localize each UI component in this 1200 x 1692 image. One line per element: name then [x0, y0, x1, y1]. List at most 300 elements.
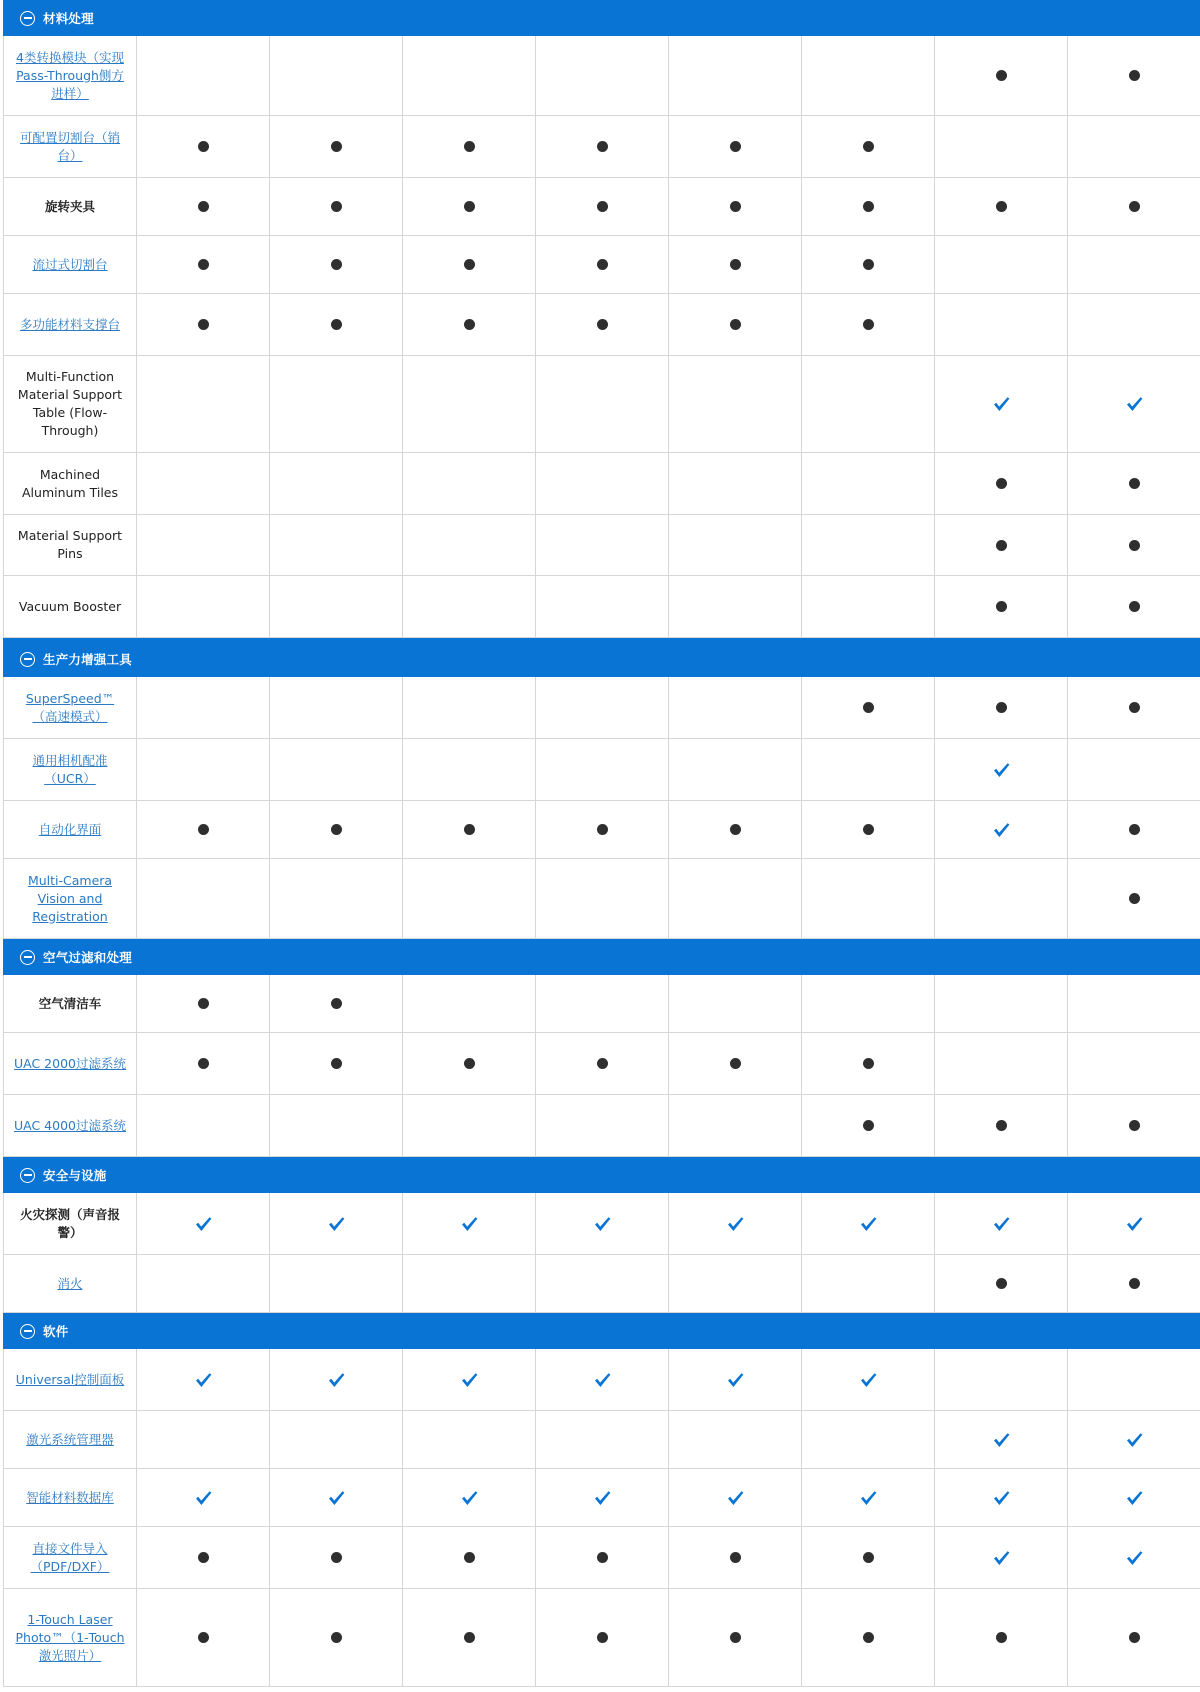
model-cell — [403, 356, 536, 452]
standard-dot-icon — [863, 1058, 874, 1069]
model-cell — [669, 1527, 802, 1588]
standard-dot-icon — [996, 702, 1007, 713]
standard-dot-icon — [464, 1058, 475, 1069]
standard-dot-icon — [597, 141, 608, 152]
table-row — [3, 975, 1200, 1033]
section-header[interactable] — [3, 1157, 1200, 1193]
model-cell — [403, 739, 536, 800]
model-cell — [1068, 515, 1200, 575]
table-row — [3, 1527, 1200, 1589]
checkmark-icon — [328, 1372, 345, 1388]
feature-link[interactable]: Universal控制面板 — [15, 1371, 125, 1387]
feature-label-cell — [4, 36, 137, 115]
model-cell — [1068, 677, 1200, 738]
standard-dot-icon — [198, 319, 209, 330]
checkmark-icon — [993, 762, 1010, 778]
model-cell — [935, 801, 1068, 858]
checkmark-icon — [195, 1216, 212, 1232]
model-cell — [935, 1033, 1068, 1094]
model-cell — [802, 1469, 935, 1526]
model-cell — [1068, 1033, 1200, 1094]
standard-dot-icon — [331, 319, 342, 330]
checkmark-icon — [993, 1216, 1010, 1232]
checkmark-icon — [860, 1216, 877, 1232]
table-row — [3, 178, 1200, 236]
model-cell — [403, 1095, 536, 1156]
table-row — [3, 801, 1200, 859]
model-cell — [403, 116, 536, 177]
standard-dot-icon — [863, 141, 874, 152]
model-cell — [403, 1033, 536, 1094]
feature-label-cell — [4, 356, 137, 452]
checkmark-icon — [594, 1372, 611, 1388]
standard-dot-icon — [331, 1058, 342, 1069]
model-cell — [935, 975, 1068, 1032]
model-cell — [802, 1411, 935, 1468]
standard-dot-icon — [464, 1552, 475, 1563]
model-cell — [270, 1193, 403, 1254]
standard-dot-icon — [331, 998, 342, 1009]
model-cell — [669, 36, 802, 115]
feature-label-cell — [4, 1411, 137, 1468]
standard-dot-icon — [597, 1058, 608, 1069]
standard-dot-icon — [863, 824, 874, 835]
model-cell — [403, 1589, 536, 1686]
model-cell — [270, 1411, 403, 1468]
table-row — [3, 1255, 1200, 1313]
checkmark-icon — [195, 1372, 212, 1388]
model-cell — [137, 515, 270, 575]
checkmark-icon — [1126, 1550, 1143, 1566]
model-cell — [137, 36, 270, 115]
standard-dot-icon — [597, 201, 608, 212]
model-cell — [802, 515, 935, 575]
model-cell — [669, 515, 802, 575]
model-cell — [1068, 739, 1200, 800]
model-cell — [536, 677, 669, 738]
model-cell — [137, 453, 270, 514]
model-cell — [935, 178, 1068, 235]
section-title: 软件 — [43, 1324, 69, 1339]
model-cell — [1068, 453, 1200, 514]
collapse-minus-circle-icon[interactable] — [20, 950, 35, 965]
model-cell — [802, 1033, 935, 1094]
model-cell — [802, 1095, 935, 1156]
feature-label-cell — [4, 677, 137, 738]
model-cell — [935, 859, 1068, 938]
standard-dot-icon — [1129, 1278, 1140, 1289]
model-cell — [536, 453, 669, 514]
model-cell — [270, 1349, 403, 1410]
model-cell — [403, 178, 536, 235]
checkmark-icon — [1126, 396, 1143, 412]
model-cell — [270, 1469, 403, 1526]
model-cell — [802, 1527, 935, 1588]
standard-dot-icon — [1129, 893, 1140, 904]
model-cell — [270, 677, 403, 738]
model-cell — [536, 515, 669, 575]
standard-dot-icon — [198, 201, 209, 212]
model-cell — [802, 1349, 935, 1410]
standard-dot-icon — [1129, 601, 1140, 612]
model-cell — [137, 677, 270, 738]
model-cell — [669, 1349, 802, 1410]
model-cell — [935, 576, 1068, 637]
table-row — [3, 859, 1200, 939]
standard-dot-icon — [1129, 70, 1140, 81]
model-cell — [802, 116, 935, 177]
section-title: 安全与设施 — [43, 1168, 107, 1183]
standard-dot-icon — [1129, 1120, 1140, 1131]
model-cell — [1068, 178, 1200, 235]
model-cell — [1068, 1589, 1200, 1686]
standard-dot-icon — [996, 201, 1007, 212]
feature-link[interactable]: 流过式切割台 — [32, 256, 108, 272]
standard-dot-icon — [996, 1632, 1007, 1643]
model-cell — [403, 515, 536, 575]
model-cell — [669, 453, 802, 514]
model-cell — [270, 975, 403, 1032]
standard-dot-icon — [198, 1552, 209, 1563]
table-row — [3, 1193, 1200, 1255]
model-cell — [536, 859, 669, 938]
table-row — [3, 576, 1200, 638]
model-cell — [137, 739, 270, 800]
model-cell — [935, 1411, 1068, 1468]
model-cell — [270, 116, 403, 177]
model-cell — [536, 1349, 669, 1410]
feature-link[interactable]: UAC 2000过滤系统 — [14, 1055, 126, 1071]
table-row — [3, 1589, 1200, 1687]
table-row — [3, 1033, 1200, 1095]
model-cell — [270, 356, 403, 452]
feature-label: Material Support Pins — [17, 528, 123, 561]
feature-label-cell — [4, 1255, 137, 1312]
model-cell — [270, 801, 403, 858]
collapse-minus-circle-icon[interactable] — [20, 11, 35, 26]
model-cell — [403, 1469, 536, 1526]
section-title: 材料处理 — [43, 11, 94, 26]
model-cell — [137, 1349, 270, 1410]
standard-dot-icon — [1129, 702, 1140, 713]
checkmark-icon — [195, 1490, 212, 1506]
model-cell — [536, 1469, 669, 1526]
model-cell — [403, 1411, 536, 1468]
table-row — [3, 236, 1200, 294]
standard-dot-icon — [464, 319, 475, 330]
checkmark-icon — [727, 1216, 744, 1232]
feature-label-cell — [4, 294, 137, 355]
feature-label: 火灾探测（声音报警） — [19, 1206, 120, 1240]
standard-dot-icon — [1129, 1632, 1140, 1643]
model-cell — [802, 859, 935, 938]
model-cell — [536, 1193, 669, 1254]
standard-dot-icon — [863, 319, 874, 330]
feature-label-cell — [4, 1469, 137, 1526]
standard-dot-icon — [730, 201, 741, 212]
model-cell — [403, 1255, 536, 1312]
model-cell — [536, 36, 669, 115]
model-cell — [403, 859, 536, 938]
standard-dot-icon — [730, 259, 741, 270]
model-cell — [669, 677, 802, 738]
model-cell — [802, 1255, 935, 1312]
feature-label-cell — [4, 859, 137, 938]
model-cell — [137, 356, 270, 452]
standard-dot-icon — [597, 319, 608, 330]
feature-link[interactable]: 激光系统管理器 — [26, 1431, 114, 1447]
model-cell — [536, 1255, 669, 1312]
model-cell — [403, 975, 536, 1032]
checkmark-icon — [993, 1490, 1010, 1506]
model-cell — [403, 294, 536, 355]
collapse-minus-circle-icon[interactable] — [20, 652, 35, 667]
model-cell — [669, 1193, 802, 1254]
feature-link[interactable]: 智能材料数据库 — [26, 1489, 114, 1505]
model-cell — [669, 1255, 802, 1312]
standard-dot-icon — [198, 1632, 209, 1643]
model-cell — [935, 1255, 1068, 1312]
model-cell — [802, 236, 935, 293]
model-cell — [935, 1095, 1068, 1156]
feature-link[interactable]: 通用相机配准（UCR） — [32, 752, 108, 786]
table-row — [3, 36, 1200, 116]
table-row — [3, 1095, 1200, 1157]
model-cell — [270, 576, 403, 637]
feature-label-cell — [4, 1589, 137, 1686]
standard-dot-icon — [331, 201, 342, 212]
standard-dot-icon — [331, 824, 342, 835]
feature-link[interactable]: 直接文件导入（PDF/DXF） — [30, 1540, 110, 1574]
model-cell — [403, 576, 536, 637]
checkmark-icon — [993, 1432, 1010, 1448]
feature-link[interactable]: UAC 4000过滤系统 — [14, 1117, 126, 1133]
model-cell — [403, 801, 536, 858]
feature-label-cell — [4, 975, 137, 1032]
model-cell — [1068, 859, 1200, 938]
section-title: 空气过滤和处理 — [43, 950, 132, 965]
table-row — [3, 1411, 1200, 1469]
feature-label-cell — [4, 453, 137, 514]
model-cell — [935, 739, 1068, 800]
model-cell — [1068, 801, 1200, 858]
standard-dot-icon — [730, 1058, 741, 1069]
feature-link[interactable]: 多功能材料支撑台 — [19, 316, 120, 332]
model-cell — [1068, 1193, 1200, 1254]
checkmark-icon — [1126, 1216, 1143, 1232]
standard-dot-icon — [863, 1632, 874, 1643]
feature-link[interactable]: 可配置切割台（销台） — [19, 129, 120, 163]
feature-label-cell — [4, 1349, 137, 1410]
standard-dot-icon — [464, 1632, 475, 1643]
feature-label: Machined Aluminum Tiles — [22, 466, 118, 500]
model-cell — [802, 677, 935, 738]
model-cell — [935, 1469, 1068, 1526]
model-cell — [137, 859, 270, 938]
model-cell — [137, 116, 270, 177]
model-cell — [669, 178, 802, 235]
standard-dot-icon — [198, 824, 209, 835]
feature-link[interactable]: 自动化界面 — [38, 821, 102, 837]
feature-link[interactable]: SuperSpeed™（高速模式） — [25, 690, 115, 724]
feature-label-cell — [4, 236, 137, 293]
collapse-minus-circle-icon[interactable] — [20, 1168, 35, 1183]
standard-dot-icon — [863, 702, 874, 713]
model-cell — [1068, 1095, 1200, 1156]
model-cell — [536, 801, 669, 858]
model-cell — [935, 236, 1068, 293]
model-cell — [1068, 294, 1200, 355]
model-cell — [802, 294, 935, 355]
model-cell — [669, 1033, 802, 1094]
standard-dot-icon — [597, 259, 608, 270]
model-cell — [403, 1527, 536, 1588]
standard-dot-icon — [331, 141, 342, 152]
model-cell — [270, 1589, 403, 1686]
feature-label-cell — [4, 1193, 137, 1254]
model-cell — [935, 515, 1068, 575]
section-header[interactable] — [3, 939, 1200, 975]
checkmark-icon — [1126, 1490, 1143, 1506]
model-cell — [536, 1527, 669, 1588]
model-cell — [270, 236, 403, 293]
model-cell — [270, 1095, 403, 1156]
model-cell — [935, 453, 1068, 514]
model-cell — [935, 677, 1068, 738]
model-cell — [669, 1589, 802, 1686]
feature-label-cell — [4, 1033, 137, 1094]
section-header[interactable] — [3, 0, 1200, 36]
model-cell — [669, 1411, 802, 1468]
model-cell — [935, 36, 1068, 115]
model-cell — [1068, 1527, 1200, 1588]
model-cell — [536, 1589, 669, 1686]
feature-label-cell — [4, 739, 137, 800]
table-row — [3, 1349, 1200, 1411]
model-cell — [137, 1255, 270, 1312]
checkmark-icon — [1126, 1432, 1143, 1448]
feature-link[interactable]: Multi-Camera Vision and Registration — [27, 872, 113, 924]
checkmark-icon — [727, 1490, 744, 1506]
section-title: 生产力增强工具 — [43, 652, 132, 667]
collapse-minus-circle-icon[interactable] — [20, 1324, 35, 1339]
model-cell — [270, 1527, 403, 1588]
standard-dot-icon — [863, 1120, 874, 1131]
model-cell — [1068, 1255, 1200, 1312]
table-row — [3, 453, 1200, 515]
section-header[interactable] — [3, 641, 1200, 677]
standard-dot-icon — [1129, 824, 1140, 835]
model-cell — [802, 453, 935, 514]
model-cell — [137, 1527, 270, 1588]
feature-link[interactable]: 4类转换模块（实现Pass-Through侧方进样） — [16, 49, 124, 101]
feature-label-cell — [4, 1095, 137, 1156]
model-cell — [536, 1033, 669, 1094]
model-cell — [935, 356, 1068, 452]
checkmark-icon — [993, 822, 1010, 838]
model-cell — [137, 801, 270, 858]
feature-comparison-table — [3, 0, 1200, 1687]
feature-link[interactable]: 1-Touch Laser Photo™（1-Touch激光照片） — [15, 1611, 125, 1663]
standard-dot-icon — [331, 1552, 342, 1563]
model-cell — [1068, 1469, 1200, 1526]
model-cell — [802, 1589, 935, 1686]
standard-dot-icon — [464, 824, 475, 835]
model-cell — [270, 739, 403, 800]
model-cell — [802, 576, 935, 637]
feature-label: 空气清洁车 — [38, 995, 102, 1011]
feature-label: 旋转夹具 — [44, 198, 95, 214]
model-cell — [403, 36, 536, 115]
standard-dot-icon — [331, 1632, 342, 1643]
model-cell — [1068, 236, 1200, 293]
model-cell — [669, 859, 802, 938]
checkmark-icon — [461, 1216, 478, 1232]
model-cell — [137, 1589, 270, 1686]
model-cell — [802, 739, 935, 800]
checkmark-icon — [860, 1372, 877, 1388]
feature-label-cell — [4, 515, 137, 575]
model-cell — [802, 1193, 935, 1254]
model-cell — [403, 236, 536, 293]
checkmark-icon — [594, 1216, 611, 1232]
model-cell — [1068, 356, 1200, 452]
model-cell — [802, 356, 935, 452]
standard-dot-icon — [996, 1278, 1007, 1289]
feature-label-cell — [4, 576, 137, 637]
standard-dot-icon — [730, 824, 741, 835]
standard-dot-icon — [464, 259, 475, 270]
feature-link[interactable]: 消火 — [57, 1275, 83, 1291]
checkmark-icon — [860, 1490, 877, 1506]
table-row — [3, 116, 1200, 178]
model-cell — [669, 116, 802, 177]
standard-dot-icon — [1129, 201, 1140, 212]
model-cell — [669, 294, 802, 355]
standard-dot-icon — [996, 601, 1007, 612]
standard-dot-icon — [1129, 478, 1140, 489]
model-cell — [137, 975, 270, 1032]
table-row — [3, 677, 1200, 739]
standard-dot-icon — [198, 141, 209, 152]
model-cell — [536, 236, 669, 293]
model-cell — [802, 178, 935, 235]
table-row — [3, 356, 1200, 453]
feature-label: Vacuum Booster — [18, 598, 122, 614]
model-cell — [536, 356, 669, 452]
checkmark-icon — [328, 1216, 345, 1232]
standard-dot-icon — [863, 201, 874, 212]
model-cell — [270, 36, 403, 115]
model-cell — [1068, 1411, 1200, 1468]
standard-dot-icon — [331, 259, 342, 270]
table-row — [3, 515, 1200, 576]
model-cell — [137, 1193, 270, 1254]
model-cell — [137, 1033, 270, 1094]
model-cell — [270, 1255, 403, 1312]
model-cell — [935, 294, 1068, 355]
model-cell — [270, 515, 403, 575]
section-header[interactable] — [3, 1313, 1200, 1349]
model-cell — [802, 36, 935, 115]
model-cell — [669, 356, 802, 452]
feature-label-cell — [4, 801, 137, 858]
model-cell — [536, 975, 669, 1032]
checkmark-icon — [461, 1372, 478, 1388]
model-cell — [137, 1469, 270, 1526]
checkmark-icon — [993, 396, 1010, 412]
feature-label-cell — [4, 116, 137, 177]
